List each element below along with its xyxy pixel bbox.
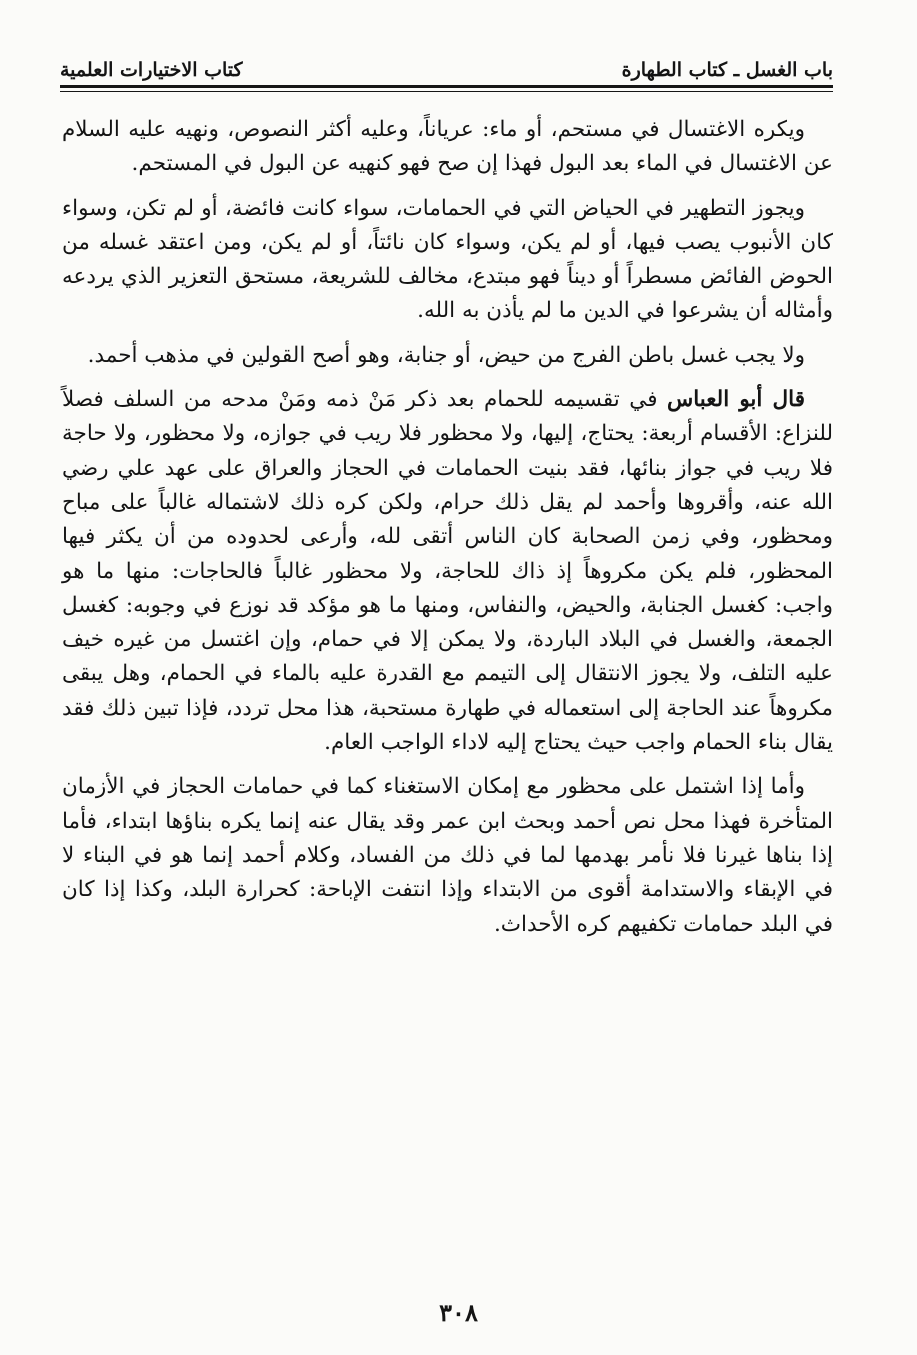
running-header: [60, 48, 833, 80]
header-rule-thick: [60, 85, 833, 88]
book-title: كتاب الاختيارات العلمية: [60, 59, 243, 81]
page-body: [62, 113, 833, 952]
paragraph-1: ويكره الاغتسال في مستحم، أو ماء: عرياناً، وعليه أكثر النصوص، ونهيه عليه السلام عن الاغتسال في الماء بعد البول فهذا إن صح فهو كنهيه عن البول في المستحم.: [62, 117, 833, 177]
paragraph-3: ولا يجب غسل باطن الفرج من حيض، أو جنابة، وهو أصح القولين في مذهب أحمد.: [87, 342, 805, 368]
paragraph-5: وأما إذا اشتمل على محظور مع إمكان الاستغناء كما في حمامات الحجاز في الأزمان المتأخرة فهذا محل نص أحمد وبحث ابن عمر وقد يقال عنه إنما يكره بناؤها ابتداء، فأما إذا بناها غيرنا فلا نأمر بهدمها لما في ذلك من الفساد، وكلام أحمد إنما هو في البناء لا في الإبقاء والاستدامة أقوى من الابتداء وإذا انتفت الإباحة: كحرارة البلد، وكذا إذا كان في البلد حمامات تكفيهم كره الأحداث.: [62, 774, 833, 937]
section-title: باب الغسل ـ كتاب الطهارة: [621, 59, 833, 81]
paragraph-4-lead: قال أبو العباس: [666, 387, 805, 413]
paragraph-4-text: في تقسيمه للحمام بعد ذكر مَنْ ذمه ومَنْ مدحه من السلف فصلاً للنزاع: الأقسام أربعة: يحتاج، إليها، ولا محظور فلا ريب في جوازه، ولا محظور، ولا حاجة فلا ريب في جواز بنائها، فقد بنيت الحمامات في الحجاز والعراق على عهد علي رضي الله عنه، وأقروها وأحمد لم يقل ذلك حرام، ولكن كره ذلك لاشتماله غالباً على مباح ومحظور، وفي زمن الصحابة كان الناس أتقى لله، وأرعى لحدوده من أن يكثر فيها المحظور، فلم يكن مكروهاً إذ ذاك للحاجة، ولا محظور غالباً فالحاجات: منها ما هو واجب: كغسل الجنابة، والحيض، والنفاس، ومنها ما هو مؤكد قد نوزع في وجوبه: كغسل الجمعة، والغسل في البلاد الباردة، ولا يمكن إلا في حمام، وإن اغتسل من غيره خيف عليه التلف، ولا يجوز الانتقال إلى التيمم مع القدرة عليه بالماء في الحمام، وهل يبقى مكروهاً عند الحاجة إلى استعماله في طهارة مستحبة، هذا محل تردد، فإذا تبين ذلك فقد يقال بناء الحمام واجب حيث يحتاج إليه لاداء الواجب العام.: [62, 387, 833, 756]
paragraph-4: [62, 383, 833, 760]
page-number: ٣٠٨: [439, 1298, 478, 1327]
header-rule-thin: [60, 91, 833, 92]
paragraph-2: ويجوز التطهير في الحياض التي في الحمامات، سواء كانت فائضة، أو لم تكن، وسواء كان الأنبوب يصب فيها، أو لم يكن، وسواء كان نائتاً، أو لم يكن، ومن اعتقد غسله من الحوض الفائض مسطراً أو ديناً فهو مبتدع، مخالف للشريعة، مستحق التعزير الذي يردعه وأمثاله أن يشرعوا في الدين ما لم يأذن به الله.: [62, 195, 833, 324]
